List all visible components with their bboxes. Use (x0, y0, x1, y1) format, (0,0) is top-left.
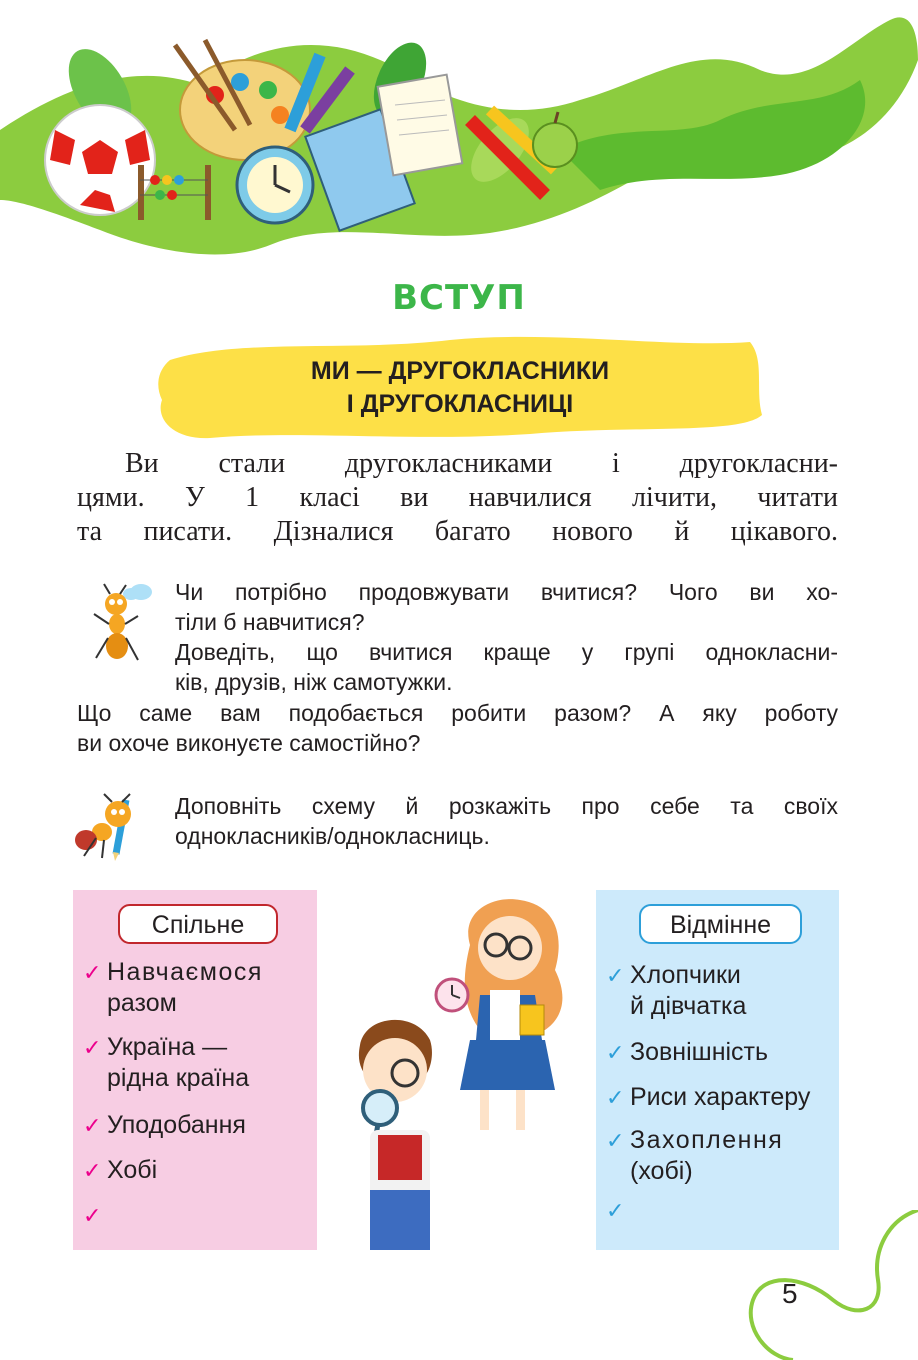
differences-label: Відмінне (639, 904, 802, 944)
discussion-questions (175, 577, 838, 697)
item-text: й дівчатка (630, 992, 747, 1020)
common-label: Спільне (118, 904, 278, 944)
check-icon: ✓ (83, 960, 102, 985)
page-number: 5 (782, 1278, 798, 1309)
clock-icon (436, 979, 468, 1011)
item-text: разом (107, 989, 177, 1017)
kids-illustration (320, 890, 592, 1260)
check-icon: ✓ (83, 1035, 102, 1060)
discussion-questions-continued (77, 698, 838, 758)
item-text: Зовнішність (630, 1038, 769, 1066)
list-item (606, 1082, 810, 1113)
differences-box (596, 890, 839, 1250)
check-icon: ✓ (83, 1158, 102, 1183)
list-item (606, 960, 746, 1022)
check-icon: ✓ (606, 963, 625, 988)
common-features-box (73, 890, 317, 1250)
item-text: Захоплення (630, 1126, 784, 1154)
list-item (83, 1155, 157, 1186)
list-item (83, 957, 263, 1019)
paragraph-line: цями. У 1 класі ви навчилися лічити, читати (77, 482, 838, 513)
girl-figure (460, 899, 562, 1130)
list-item (606, 1125, 783, 1187)
text-line: тіли б навчитися? (175, 609, 365, 635)
text-line: однокласників/однокласниць. (175, 823, 490, 849)
item-text: рідна країна (107, 1064, 250, 1092)
lesson-title-line: МИ — ДРУГОКЛАСНИКИ (310, 357, 610, 385)
text-line: ків, друзів, ніж самотужки. (175, 669, 453, 695)
item-text: Риси характеру (630, 1083, 811, 1111)
boy-figure (359, 1020, 432, 1250)
check-icon: ✓ (606, 1198, 625, 1223)
check-icon: ✓ (606, 1128, 625, 1153)
thinking-ant-icon (86, 580, 154, 664)
text-line: Що саме вам подобається робити разом? А яку роботу (77, 700, 838, 726)
intro-paragraph (77, 447, 838, 549)
alarm-clock-icon (237, 147, 313, 223)
lesson-title (150, 355, 770, 421)
list-item-empty (606, 1195, 630, 1226)
text-line: ви охоче виконуєте самостійно? (77, 730, 421, 756)
paragraph-line: та писати. Дізналися багато нового й цікавого. (77, 516, 838, 547)
check-icon: ✓ (606, 1085, 625, 1110)
text-line: Доповніть схему й розкажіть про себе та своїх (175, 793, 838, 819)
paragraph-line: Ви стали другокласниками і другокласни- (125, 448, 838, 479)
task-instruction (175, 791, 838, 851)
lesson-title-line: І ДРУГОКЛАСНИЦІ (346, 390, 574, 418)
writing-ant-icon (74, 792, 146, 862)
check-icon: ✓ (83, 1113, 102, 1138)
header-illustration (0, 0, 918, 270)
check-icon: ✓ (606, 1040, 625, 1065)
item-text: Навчаємося (107, 958, 263, 986)
decorative-swirl (738, 1210, 918, 1360)
list-item-empty (83, 1200, 107, 1231)
check-icon: ✓ (83, 1203, 102, 1228)
list-item (606, 1037, 768, 1068)
item-text: (хобі) (630, 1157, 693, 1185)
section-title: ВСТУП (392, 278, 526, 318)
list-item (83, 1032, 249, 1094)
text-line: Чи потрібно продовжувати вчитися? Чого ви хо- (175, 579, 838, 605)
list-item (83, 1110, 246, 1141)
item-text: Хлопчики (630, 961, 741, 989)
item-text: Хобі (107, 1156, 158, 1184)
item-text: Україна — (107, 1033, 228, 1061)
text-line: Доведіть, що вчитися краще у групі однокласни- (175, 639, 838, 665)
item-text: Уподобання (107, 1111, 246, 1139)
